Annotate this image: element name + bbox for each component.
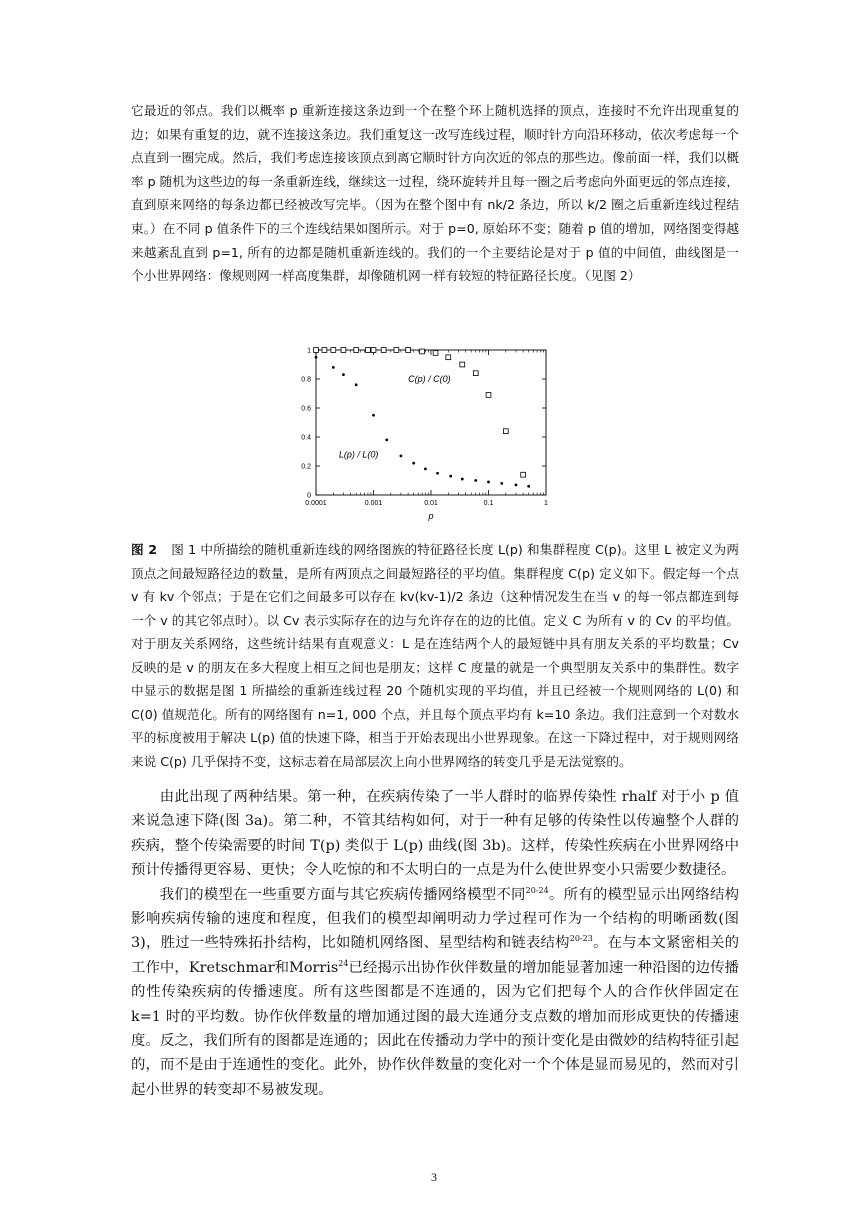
- data-point-dot: [332, 366, 335, 369]
- chart-axes: [316, 350, 546, 495]
- data-point-dot: [461, 478, 464, 481]
- data-point-square: [354, 348, 359, 353]
- data-point-dot: [449, 475, 452, 478]
- y-tick-label: 0.2: [301, 463, 311, 471]
- data-point-square: [381, 348, 386, 353]
- data-point-dot: [487, 481, 490, 484]
- y-tick-label: 1: [307, 347, 311, 355]
- x-tick-label: 0.001: [364, 500, 383, 507]
- data-point-dot: [315, 356, 318, 359]
- data-point-square: [406, 348, 411, 353]
- citation-ref: 20-24: [525, 885, 549, 895]
- body-paragraph-top: [131, 99, 739, 288]
- data-point-square: [394, 348, 399, 353]
- data-point-square: [341, 348, 346, 353]
- data-point-square: [473, 371, 478, 376]
- figure-caption: [131, 538, 739, 773]
- data-point-dot: [372, 414, 375, 417]
- data-point-square: [460, 362, 465, 367]
- data-point-dot: [400, 454, 403, 457]
- figure-2-chart: [286, 340, 562, 530]
- paragraph-text: 它最近的邻点。我们以概率 p 重新连接这条边到一个在整个环上随机选择的顶点，连接时不允许出现重复的边；如果有重复的边，就不连接这条边。我们重复这一改写连线过程，顺时针方向沿环移动，依次考虑每一个点直到一圈完成。然后，我们考虑连接该顶点到离它顺时针方向次近的邻点的那些边。像前面一样，我们以概率 p 随机为这些边的每一条重新连线，继续这一过程，绕环旋转并且每一圈之后考虑向外面更远的邻点连接，直到原来网络的每条边都已经被改写完毕。（因为在整个图中有 nk/2 条边，所以 k/2 圈之后重新连线过程结束。）在不同 p 值条件下的三个连线结果如图所示。对于 p=0, 原始环不变；随着 p 值的增加，网络图变得越来越紊乱直到 p=1, 所有的边都是随机重新连线的。我们的一个主要结论是对于 p 值的中间值，曲线图是一个小世界网络：像规则网一样高度集群，却像随机网一样有较短的特征路径长度。（见图 2）: [131, 103, 739, 284]
- body-paragraph-2: [131, 883, 739, 1103]
- citation-ref: 24: [338, 959, 349, 969]
- y-tick-label: 0: [307, 492, 311, 500]
- data-point-dot: [424, 468, 427, 471]
- data-point-dot: [342, 373, 345, 376]
- data-point-dot: [474, 479, 477, 482]
- plot-frame: [316, 350, 546, 495]
- data-point-square: [366, 348, 371, 353]
- data-point-dot: [355, 383, 358, 386]
- data-point-dot: [527, 485, 530, 488]
- data-point-dot: [515, 483, 518, 486]
- data-point-square: [314, 348, 319, 353]
- y-tick-label: 0.4: [301, 434, 311, 442]
- data-point-square: [446, 355, 451, 360]
- citation-ref: 20-23: [569, 934, 593, 944]
- caption-text: 图 1 中所描绘的随机重新连线的网络图族的特征路径长度 L(p) 和集群程度 C(p)。这里 L 被定义为两顶点之间最短路径边的数量，是所有两顶点之间最短路径的平均值。集群程度 C(p) 定义如下。假定每一个点 v 有 kv 个邻点；于是在它们之间最多可以存在 kv(kv-1)/2 条边（这种情况发生在当 v 的每一邻点都连到每一个 v 的其它邻点时）。以 Cv 表示实际存在的边与允许存在的边的比值。定义 C 为所有 v 的 Cv 的平均值。对于朋友关系网络，这些统计结果有直观意义：L 是在连结两个人的最短链中具有朋友关系的平均数量；Cv 反映的是 v 的朋友在多大程度上相互之间也是朋友；这样 C 度量的就是一个典型朋友关系中的集群性。数字中显示的数据是图 1 所描绘的重新连线过程 20 个随机实现的平均值，并且已经被一个规则网络的 L(0) 和 C(0) 值规范化。所有的网络图有 n=1, 000 个点，并且每个顶点平均有 k=10 条边。我们注意到一个对数水平的标度被用于解决 L(p) 值的快速下降，相当于开始表现出小世界现象。在这一下降过程中，对于规则网络来说 C(p) 几乎保持不变，这标志着在局部层次上向小世界网络的转变几乎是无法觉察的。: [131, 542, 739, 769]
- data-point-dot: [500, 482, 503, 485]
- x-tick-label: 1: [544, 500, 548, 507]
- y-tick-label: 0.6: [301, 405, 311, 413]
- data-point-square: [521, 472, 526, 477]
- data-point-square: [503, 429, 508, 434]
- data-point-square: [433, 351, 438, 356]
- body-paragraph-1: 由此出现了两种结果。第一种，在疾病传染了一半人群时的临界传染性 rhalf 对于小 p 值来说急速下降(图 3a)。第二种，不管其结构如何，对于一种有足够的传染性以传遍整个人群的疾病，整个传染需要的时间 T(p) 类似于 L(p) 曲线(图 3b)。这样，传染性疾病在小世界网络中预计传播得更容易、更快；令人吃惊的和不太明白的一点是为什么使世界变小只需要少数捷径。: [131, 789, 739, 879]
- body-paragraph-2-part-b: 。所有的模型显示出网络结构影响疾病传输的速度和程度，但我们的模型却阐明动力学过程可作为一个结构的明晰函数(图 3)，胜过一些特殊拓扑结构，比如随机网络图、星型结构和链表结构: [131, 886, 739, 952]
- chart-svg: [286, 340, 562, 530]
- data-point-square: [322, 348, 327, 353]
- body-paragraph-2-part-d: 已经揭示出协作伙伴数量的增加能显著加速一种沿图的边传播的性传染疾病的传播速度。所有这些图都是不连通的，因为它们把每个人的合作伙伴固定在 k=1 时的平均数。协作伙伴数量的增加通过图的最大连通分支点数的增加而形成更快的传播速度。反之，我们所有的图都是连通的；因此在传播动力学中的预计变化是由微妙的结构特征引起的，而不是由于连通性的变化。此外，协作伙伴数量的变化对一个个体是显而易见的，然而对引起小世界的转变却不易被发现。: [131, 959, 739, 1098]
- body-paragraph-2-part-a: 我们的模型在一些重要方面与其它疾病传播网络模型不同: [159, 886, 526, 903]
- body-paragraph-2-part-c: 。在与本文紧密相关的工作中，Kretschmar和Morris: [131, 935, 739, 976]
- x-tick-label: 0.0001: [305, 500, 327, 507]
- figure-label: 图 2: [131, 542, 158, 557]
- series-label-c: C(p) / C(0): [408, 373, 451, 384]
- data-point-dot: [412, 462, 415, 465]
- data-point-dot: [385, 439, 388, 442]
- x-tick-label: 0.01: [424, 500, 438, 507]
- data-point-square: [331, 348, 336, 353]
- x-axis-label: p: [428, 511, 434, 521]
- data-point-dot: [436, 472, 439, 475]
- data-point-square: [420, 349, 425, 354]
- x-tick-label: 0.1: [483, 500, 494, 507]
- data-point-square: [486, 393, 491, 398]
- page-number: 3: [431, 1170, 437, 1184]
- body-text: [131, 785, 739, 1102]
- series-label-l: L(p) / L(0): [338, 449, 379, 460]
- data-point-square: [371, 348, 376, 353]
- y-tick-label: 0.8: [301, 376, 311, 384]
- chart-marks: [314, 348, 530, 488]
